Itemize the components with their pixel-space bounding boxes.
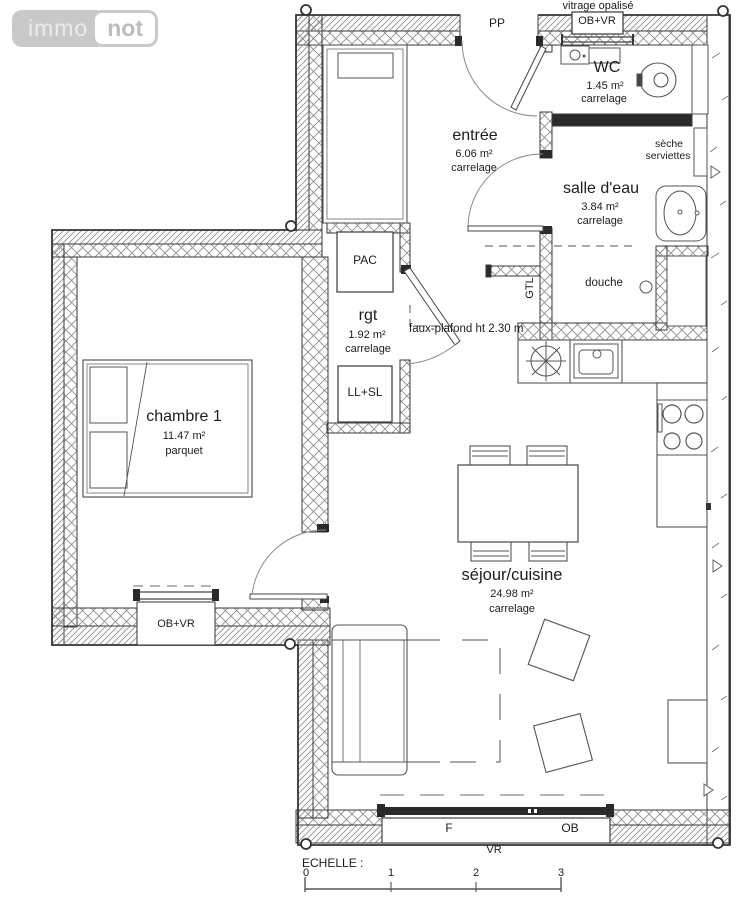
logo-immo-part: immo <box>12 10 98 47</box>
window-top-obvr-label: OB+VR <box>578 15 616 27</box>
cabinet-bottom-right <box>668 700 707 763</box>
faux-plafond-note: faux-plafond ht 2.30 m <box>409 323 524 335</box>
room-name-sejour: séjour/cuisine <box>461 566 563 584</box>
door-wc <box>511 46 546 110</box>
cooktop-icon <box>526 341 566 381</box>
towel-dryer <box>694 128 707 176</box>
scale-tick-2: 2 <box>472 867 480 879</box>
room-area-entree: 6.06 m² <box>455 148 493 160</box>
shower <box>640 256 706 326</box>
washer-dryer-label: LL+SL <box>347 385 383 399</box>
entrance-door-pp-label: PP <box>488 16 506 30</box>
bed <box>83 360 252 497</box>
dining-table-chairs <box>458 446 578 561</box>
room-area-sejour: 24.98 m² <box>490 588 534 600</box>
bay-window-f-label: F <box>445 821 453 835</box>
room-area-rgt: 1.92 m² <box>348 329 386 341</box>
closet-entree <box>323 45 407 223</box>
vitrage-opalise-label: vitrage opalisé <box>562 0 634 12</box>
pac-label: PAC <box>353 253 377 267</box>
scale-label: ECHELLE : <box>302 856 364 870</box>
sofa <box>332 625 440 775</box>
scale-bar <box>305 877 561 892</box>
window-chambre-obvr-label: OB+VR <box>157 618 195 630</box>
door-chambre <box>250 524 329 603</box>
room-floor-entree: carrelage <box>451 162 497 174</box>
washbasin <box>656 186 706 241</box>
immonot-logo <box>12 10 158 47</box>
towel-dryer-label-1: sèche <box>654 138 684 150</box>
room-name-chambre1: chambre 1 <box>146 408 222 425</box>
room-floor-sejour: carrelage <box>489 603 535 615</box>
room-name-entree: entrée <box>452 127 498 144</box>
room-area-chambre1: 11.47 m² <box>162 430 206 442</box>
sink-icon <box>574 344 618 378</box>
room-name-salle-deau: salle d'eau <box>563 180 639 197</box>
bay-window-ob-label: OB <box>561 821 579 835</box>
sofa-bed-outline <box>440 640 500 762</box>
room-name-rgt: rgt <box>358 307 378 324</box>
duct-shaft <box>692 45 708 114</box>
douche-label: douche <box>585 277 623 289</box>
gtl-label: GTL <box>524 277 537 299</box>
room-floor-salle-deau: carrelage <box>577 215 623 227</box>
pouf-tables <box>528 619 592 772</box>
towel-dryer-label-2: serviettes <box>645 150 691 162</box>
room-area-salle-deau: 3.84 m² <box>581 201 619 213</box>
door-rgt <box>401 265 460 364</box>
bay-window-vr-label: VR <box>486 844 502 856</box>
room-floor-wc: carrelage <box>581 93 627 105</box>
window-chambre-obvr <box>133 586 219 645</box>
toilet-icon <box>637 63 676 97</box>
room-name-wc: WC <box>593 59 621 76</box>
scale-tick-0: 0 <box>302 867 310 879</box>
window-bay-f-ob <box>377 795 614 843</box>
room-floor-chambre1: parquet <box>165 445 203 457</box>
room-area-wc: 1.45 m² <box>586 80 624 92</box>
scale-tick-1: 1 <box>387 867 395 879</box>
logo-not-part: not <box>92 10 158 47</box>
room-floor-rgt: carrelage <box>345 343 391 355</box>
scale-tick-3: 3 <box>557 867 565 879</box>
